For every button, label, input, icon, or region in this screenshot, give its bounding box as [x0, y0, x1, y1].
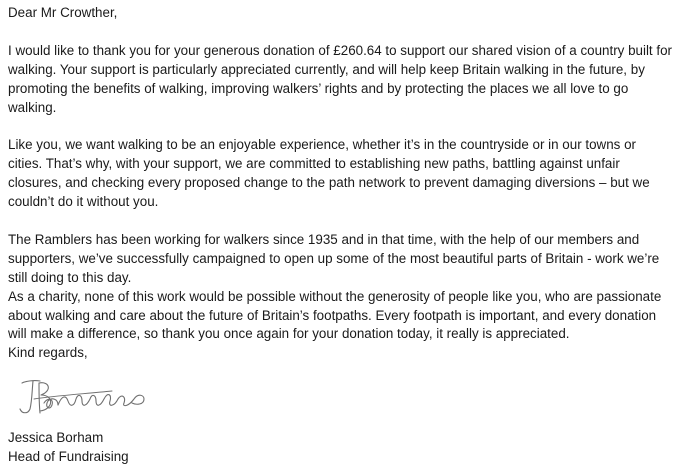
paragraph-line: promoting the benefits of walking, improving walkers’ rights and by protecting the places we all love to go: [8, 80, 629, 96]
paragraph-line: walking.: [8, 99, 57, 115]
signature-image: [8, 369, 672, 425]
paragraph-line: As a charity, none of this work would be possible without the generosity of people like you, who are passionate: [8, 288, 662, 304]
paragraph-spacer: [8, 23, 672, 42]
paragraph-line: The Ramblers has been working for walkers since 1935 and in that time, with the help of our members and: [8, 232, 640, 248]
paragraph-line: cities. That’s why, with your support, we are committed to establishing new paths, battling against unfair: [8, 156, 620, 172]
paragraph-line: Like you, we want walking to be an enjoyable experience, whether it’s in the countryside or in our towns or: [8, 137, 636, 153]
paragraph-history: [8, 231, 672, 288]
paragraph-line: closures, and checking every proposed change to the path network to prevent damaging diversions – but we: [8, 175, 650, 191]
signer-name: Jessica Borham: [8, 430, 104, 446]
paragraph-spacer: [8, 212, 672, 231]
paragraph-line: walking. Your support is particularly appreciated currently, and will help keep Britain walking in the future, by: [8, 61, 645, 77]
paragraph-line: about walking and care about the future of Britain’s footpaths. Every footpath is important, and every donation: [8, 307, 657, 323]
paragraph-line: I would like to thank you for your generous donation of £260.64 to support our shared vision of a country built for: [8, 42, 672, 58]
paragraph-line: will make a difference, so thank you once again for your donation today, it really is appreciated.: [8, 326, 570, 342]
paragraph-spacer: [8, 117, 672, 136]
paragraph-charity: [8, 288, 672, 345]
paragraph-commitment: [8, 136, 672, 212]
signature-icon: [12, 369, 152, 423]
letter-body: [8, 4, 672, 467]
paragraph-thanks: [8, 42, 672, 118]
salutation: Dear Mr Crowther,: [8, 5, 118, 20]
signer-title: Head of Fundraising: [8, 449, 129, 465]
paragraph-line: couldn’t do it without you.: [8, 194, 159, 210]
paragraph-line: supporters, we’ve successfully campaigned to open up some of the most beautiful parts of Britain - work we’re: [8, 250, 660, 266]
closing: Kind regards,: [8, 345, 88, 361]
paragraph-line: still doing to this day.: [8, 269, 132, 285]
